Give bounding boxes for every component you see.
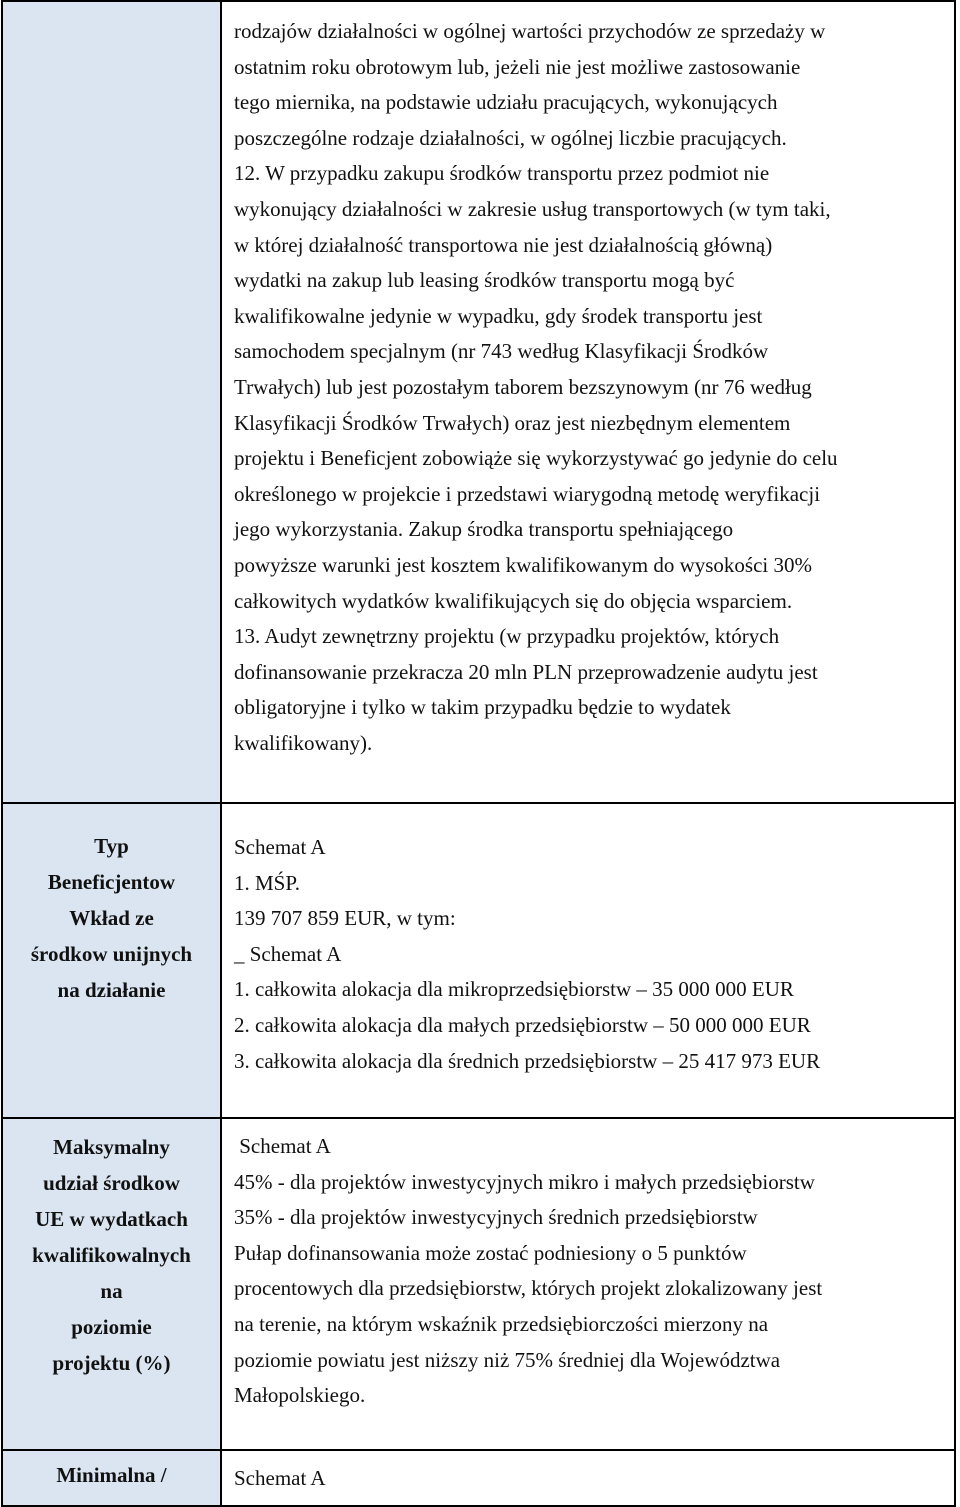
label-line: Typ <box>94 834 129 858</box>
text-line: jego wykorzystania. Zakup środka transportu spełniającego <box>234 517 734 542</box>
text-line: 2. całkowita alokacja dla małych przedsiębiorstw – 50 000 000 EUR <box>234 1012 811 1037</box>
document-table <box>1 0 956 1507</box>
text-line: 3. całkowita alokacja dla średnich przedsiębiorstw – 25 417 973 EUR <box>234 1048 821 1073</box>
text-line: 12. W przypadku zakupu środków transportu przez podmiot nie <box>234 161 770 186</box>
text-line: poszczególne rodzaje działalności, w ogólnej liczbie pracujących. <box>234 125 787 150</box>
table-row-max-eu-share <box>2 1118 955 1450</box>
text-line: Schemat A <box>234 835 326 859</box>
beneficiaries-text-cell <box>221 803 955 1118</box>
text-line: 45% - dla projektów inwestycyjnych mikro i małych przedsiębiorstw <box>234 1169 815 1194</box>
max-eu-share-text-cell <box>221 1118 955 1450</box>
text-line: samochodem specjalnym (nr 743 według Klasyfikacji Środków <box>234 339 769 364</box>
text-line: 35% - dla projektów inwestycyjnych średnich przedsiębiorstw <box>234 1205 758 1230</box>
text-line: kwalifikowalne jedynie w wypadku, gdy środek transportu jest <box>234 303 763 328</box>
text-line: powyższe warunki jest kosztem kwalifikowanym do wysokości 30% <box>234 552 812 577</box>
row-label-max-eu-share <box>2 1118 221 1450</box>
text-line: całkowitych wydatków kwalifikujących się do objęcia wsparciem. <box>234 588 793 613</box>
text-line: _ Schemat A <box>234 941 342 966</box>
label-line: poziomie <box>71 1315 152 1339</box>
text-line: Pułap dofinansowania może zostać podniesiony o 5 punktów <box>234 1240 747 1265</box>
text-line: dofinansowanie przekracza 20 mln PLN przeprowadzenie audytu jest <box>234 659 818 684</box>
text-line: Schemat A <box>234 1134 331 1158</box>
text-line: ostatnim roku obrotowym lub, jeżeli nie jest możliwe zastosowanie <box>234 54 801 79</box>
label-line: Minimalna / <box>56 1463 167 1487</box>
label-line: projektu (%) <box>52 1351 171 1375</box>
text-line: 13. Audyt zewnętrzny projektu (w przypadku projektów, których <box>234 624 780 649</box>
label-line: kwalifikowalnych <box>32 1243 191 1267</box>
text-line: rodzajów działalności w ogólnej wartości przychodów ze sprzedaży w <box>234 19 826 43</box>
text-line: 1. MŚP. <box>234 870 300 895</box>
text-line: Schemat A <box>234 1466 326 1490</box>
text-line: Klasyfikacji Środków Trwałych) oraz jest niezbędnym elementem <box>234 410 791 435</box>
text-line: kwalifikowany). <box>234 730 373 755</box>
table-row-minimum <box>2 1450 955 1506</box>
text-line: procentowych dla przedsiębiorstw, których projekt zlokalizowany jest <box>234 1276 823 1301</box>
text-line: poziomie powiatu jest niższy niż 75% średniej dla Województwa <box>234 1347 781 1372</box>
eligible-costs-text-cell <box>221 1 955 803</box>
text-line: wydatki na zakup lub leasing środków transportu mogą być <box>234 268 735 293</box>
text-line: obligatoryjne i tylko w takim przypadku będzie to wydatek <box>234 695 731 720</box>
text-line: w której działalność transportowa nie jest działalnością główną) <box>234 232 773 257</box>
text-line: projektu i Beneficjent zobowiąże się wykorzystywać go jedynie do celu <box>234 446 838 471</box>
text-line: Małopolskiego. <box>234 1383 366 1408</box>
table-row-eligible-costs <box>2 1 955 803</box>
row-label-beneficiaries <box>2 803 221 1118</box>
label-line: na <box>100 1279 123 1303</box>
text-line: 1. całkowita alokacja dla mikroprzedsiębiorstw – 35 000 000 EUR <box>234 977 794 1002</box>
row-label-cell-empty <box>2 1 221 803</box>
label-line: udział środkow <box>43 1171 180 1195</box>
text-line: tego miernika, na podstawie udziału pracujących, wykonujących <box>234 90 778 115</box>
text-line: na terenie, na którym wskaźnik przedsiębiorczości mierzony na <box>234 1311 769 1336</box>
label-line: środkow unijnych <box>30 942 193 966</box>
text-line: określonego w projekcie i przedstawi wiarygodną metodę weryfikacji <box>234 481 821 506</box>
text-line: Trwałych) lub jest pozostałym taborem bezszynowym (nr 76 według <box>234 374 812 399</box>
label-line: Beneficjentow <box>47 870 176 894</box>
text-line: 139 707 859 EUR, w tym: <box>234 906 456 931</box>
label-line: UE w wydatkach <box>35 1207 188 1231</box>
label-line: Maksymalny <box>53 1135 170 1159</box>
row-label-minimum <box>2 1450 221 1506</box>
label-line: na działanie <box>57 978 166 1002</box>
text-line: wykonujący działalności w zakresie usług transportowych (w tym taki, <box>234 196 831 221</box>
label-line: Wkład ze <box>69 906 154 930</box>
table-row-beneficiaries <box>2 803 955 1118</box>
minimum-text-cell <box>221 1450 955 1506</box>
